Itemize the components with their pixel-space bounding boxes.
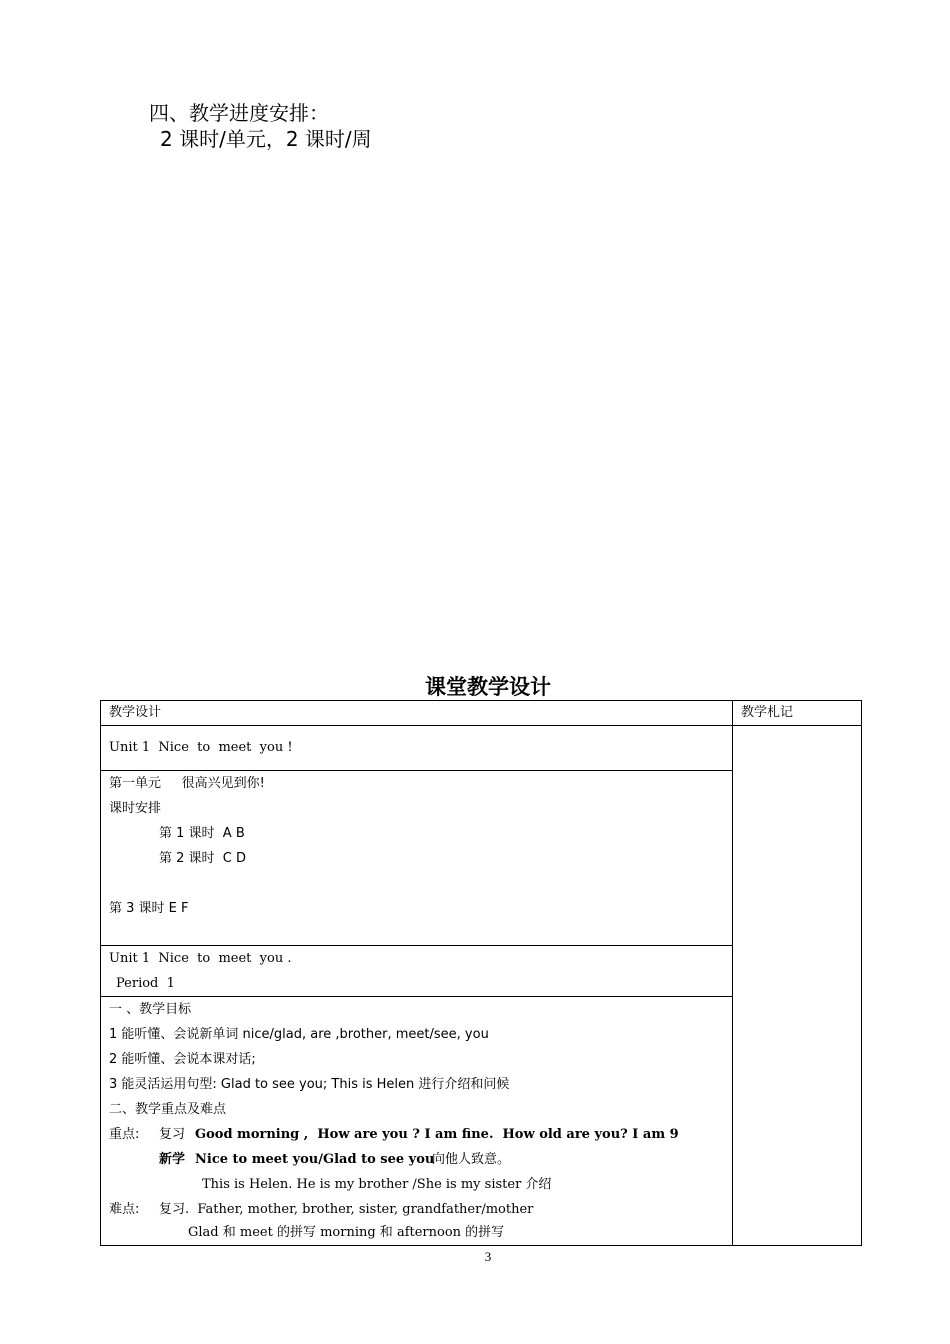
difficulty-line-1: 复习. Father, mother, brother, sister, grandfather/mother bbox=[159, 1202, 534, 1217]
table-border-right bbox=[861, 700, 862, 1246]
unit-cn-title: 第一单元 很高兴见到你! bbox=[109, 776, 265, 791]
table-border-left bbox=[100, 700, 101, 1246]
table-row-divider bbox=[100, 996, 733, 997]
schedule-heading: 四、教学进度安排： bbox=[149, 101, 329, 125]
unit-title-2: Unit 1 Nice to meet you . bbox=[109, 951, 292, 966]
lesson-title: 课堂教学设计 bbox=[425, 675, 551, 699]
keypoints-heading: 二、教学重点及难点 bbox=[109, 1102, 227, 1117]
arrangement-label: 课时安排 bbox=[109, 801, 162, 816]
key-line-3: This is Helen. He is my brother /She is my sister 介绍 bbox=[202, 1177, 552, 1192]
goal-3: 3 能灵活运用句型: Glad to see you; This is Helen 进行介绍和问候 bbox=[109, 1077, 510, 1092]
lesson-table bbox=[100, 700, 862, 1246]
key-new-suffix: 向他人致意。 bbox=[432, 1152, 511, 1167]
key-review-text: Good morning , How are you ? I am fine. How old are you? I am 9 bbox=[195, 1127, 679, 1142]
goal-1: 1 能听懂、会说新单词 nice/glad, are ,brother, meet/see, you bbox=[109, 1027, 489, 1042]
unit-title: Unit 1 Nice to meet you ! bbox=[109, 740, 293, 755]
difficulty-label: 难点: bbox=[109, 1202, 140, 1217]
difficulty-line-2: Glad 和 meet 的拼写 morning 和 afternoon 的拼写 bbox=[188, 1225, 505, 1240]
schedule-body: 2 课时/单元，2 课时/周 bbox=[160, 127, 372, 151]
page-number: 3 bbox=[484, 1249, 492, 1264]
header-teaching-notes: 教学札记 bbox=[741, 705, 794, 720]
key-new-text: Nice to meet you/Glad to see you bbox=[195, 1152, 435, 1167]
key-points-label: 重点: bbox=[109, 1127, 140, 1142]
table-border-bottom bbox=[100, 1245, 862, 1246]
key-review-label: 复习 bbox=[159, 1127, 186, 1142]
header-teaching-design: 教学设计 bbox=[109, 705, 162, 720]
goal-2: 2 能听懂、会说本课对话; bbox=[109, 1052, 256, 1067]
table-header-divider bbox=[100, 725, 862, 726]
key-new-label: 新学 bbox=[159, 1152, 186, 1167]
period-label: Period 1 bbox=[116, 976, 175, 991]
goals-heading: 一 、教学目标 bbox=[109, 1002, 192, 1017]
table-column-divider bbox=[732, 700, 733, 1246]
period-2: 第 2 课时 C D bbox=[159, 851, 247, 866]
period-1: 第 1 课时 A B bbox=[159, 826, 245, 841]
period-3: 第 3 课时 E F bbox=[109, 901, 189, 916]
